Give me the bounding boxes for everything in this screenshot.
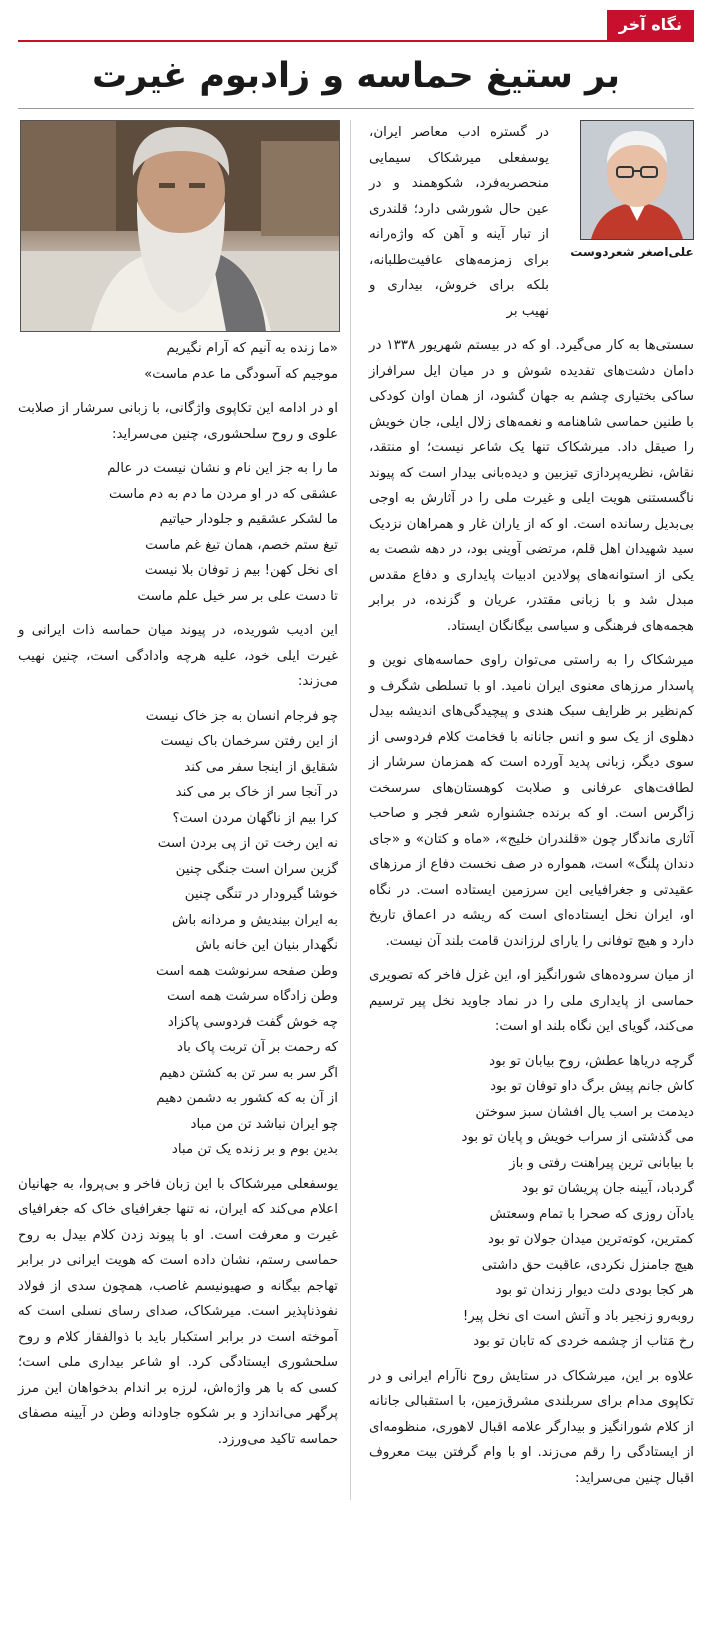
headline-rule	[18, 108, 694, 109]
poem-line: تیغ ستم خصم، همان تیغ غم ماست	[145, 537, 338, 553]
poem-line: می گذشتی از سراب خویش و پایان تو بود	[461, 1130, 694, 1145]
iqbal-quote	[18, 336, 338, 387]
article-headline: بر ستیغ حماسه و زادبوم غیرت	[92, 56, 620, 96]
poem-line: اگر سر به سر تن به کشتن دهیم	[159, 1065, 338, 1081]
poem-line: ما لشکر عشقیم و جلودار حیاتیم	[159, 512, 338, 527]
poem-line: کاش جانم پیش برگ داو توفان تو بود	[490, 1079, 694, 1094]
paragraph: او در ادامه این تکاپوی واژگانی، با زبانی سرشار از صلابت علوی و روح سلحشوری، چنین می‌سراید:	[18, 401, 338, 442]
paragraph: علاوه بر این، میرشکاک در ستایش روح ناآرام ایرانی و در تکاپوی مدام برای سربلندی مشرق‌زمین، با استقبالی جانانه از کلام شورانگیز و بیدارگر علامه اقبال لاهوری، منظومه‌ای از ایستادگی را رقم می‌زند. او با وام گرفتن بیت معروف اقبال چنین می‌سراید:	[369, 1368, 694, 1486]
poem-line: گرچه دریاها عطش، روح بیابان تو بود	[489, 1053, 694, 1069]
quote-line: موجیم که آسودگی ما عدم ماست»	[144, 366, 338, 382]
poem-line: نگهدار بنیان این خانه باش	[195, 938, 338, 953]
poem-line: کمترین، کوته‌ترین میدان جولان تو بود	[487, 1232, 694, 1247]
poem-line: از آن به که کشور به دشمن دهیم	[156, 1091, 338, 1106]
poem-line: با بیابانی ترین پیراهنت رفتی و باز	[509, 1155, 694, 1171]
poem-line: وطن زادگاه سرشت همه است	[166, 989, 338, 1004]
poem-line: به ایران بیندیش و مردانه باش	[172, 912, 338, 928]
poem-line: چه خوش گفت فردوسی پاکزاد	[167, 1014, 338, 1030]
quote-line: «ما زنده به آنیم که آرام نگیریم	[166, 341, 338, 356]
poem-line: از این رفتن سرخمان باک نیست	[160, 734, 338, 749]
left-column	[18, 336, 338, 1461]
poem-line: دیدمت بر اسب یال افشان سبز سوختن	[475, 1104, 694, 1120]
poem-line: در آنجا سر از خاک بر می کند	[175, 785, 338, 800]
section-header-bar	[18, 10, 694, 42]
poem-ghazal	[369, 1049, 694, 1355]
paragraph: سستی‌ها به کار می‌گیرد. او که در بیستم شهریور ۱۳۳۸ در دامان دشت‌های تفدیده شوش و در میان ایل سرافراز ساکی بختیاری چشم به جهان گشود، از همان اوان کودکی با طنین حماسی شاهنامه و نغمه‌های زلال ایلی، جان خویش را صیقل داد. میرشکاک تنها یک شاعر نیست؛ او منتقد، نقاش، نظریه‌پردازی تیزبین و دیده‌بانی بیدار است که پیوند ناگسستنی هویت ایلی و غیرت ملی را در آثارش به اوجی بی‌بدیل رسانده است. او که از یاران غار و همراهان نزدیک سید شهیدان اهل قلم، مرتضی آوینی بود، در دهه شصت به یکی از استوانه‌های پولادین ادبیات پایداری و دفاع مقدس مبدل شد و با زبانی مقتدر، عریان و گزنده، در برابر هجمه‌های فرهنگی و سیاسی بیگانگان ایستاد.	[369, 338, 695, 634]
paragraph-intro: در گستره ادب معاصر ایران، یوسفعلی میرشکاک سیمایی منحصربه‌فرد، شکوهمند و در عین حال شورشی دارد؛ قلندری از تبار آینه و آهن که واژه‌رانه برای زمزمه‌های عافیت‌طلبانه، بلکه برای خروش، بیداری و نهیب بر	[369, 125, 549, 319]
poem-line: شقایق از اینجا سفر می کند	[184, 759, 338, 775]
paragraph: این ادیب شوریده، در پیوند میان حماسه ذات ایرانی و غیرت ایلی خود، علیه هرچه وادادگی است، چنین نهیب می‌زند:	[18, 623, 338, 689]
poem-line: هیچ جامنزل نکردی، عاقبت حق داشتی	[481, 1257, 694, 1273]
paragraph: یوسفعلی میرشکاک با این زبان فاخر و بی‌پروا، به جهانیان اعلام می‌کند که ایران، نه تنها جغرافیای خاک که جغرافیای غیرت و معرفت است. او با پیوند زدن کلام بیدل به روح حماسی رستم، نشان داده است که هویت ایرانی در برابر تهاجم بیگانه و صهیونیسم غاصب، همچون سدی از فولاد نفوذناپذیر است. میرشکاک، صدای رسای نسلی است که آموخته است در برابر استکبار باید با ذوالفقار کلام و روح سلحشوری ایستادگی کرد. او شاعر بیداری ملی است؛ کسی که با هر واژه‌اش، لرزه بر اندام بدخواهان این مرز پرگهر می‌اندازد و بر شکوه جاودانه وطن در آیینه مصفای حماسه تاکید می‌ورزد.	[18, 1176, 338, 1447]
author-byline: علی‌اصغر شعردوست	[570, 245, 694, 259]
poem-line: یادآن روزی که صحرا با تمام وسعتش	[489, 1206, 694, 1222]
poem-line: که رحمت بر آن تربت پاک باد	[177, 1040, 338, 1055]
poem-1	[18, 456, 338, 609]
poem-line: کرا بیم از ناگهان مردن است؟	[172, 810, 338, 826]
poem-line: خوشا گیرودار در تنگی چنین	[184, 887, 338, 902]
right-column	[369, 120, 694, 1500]
poem-line: تا دست علی بر سر خیل علم ماست	[137, 588, 338, 604]
poet-photo	[20, 120, 340, 332]
poem-line: هر کجا بودی دلت دیوار زندان تو بود	[495, 1283, 694, 1298]
poem-line: ای نخل کهن! بیم ز توفان بلا نیست	[144, 563, 338, 578]
poem-line: نه این رخت تن از پی بردن است	[157, 836, 338, 851]
poem-line: رخ مَتاب از چشمه خردی که تابان تو بود	[473, 1334, 694, 1349]
paragraph: از میان سروده‌های شورانگیز او، این غزل فاخر که تصویری حماسی از پایداری ملی را در نماد جاوید نخل پیر ترسیم می‌کند، گویای این نگاه بلند او است:	[369, 968, 694, 1034]
column-divider	[350, 120, 351, 1500]
poem-2	[18, 704, 338, 1163]
poem-line: گزین سران است جنگی چنین	[175, 861, 338, 877]
poem-line: وطن صفحه سرنوشت همه است	[155, 963, 338, 979]
paragraph: میرشکاک را به راستی می‌توان راوی حماسه‌های نوین و پاسدار مرزهای معنوی ایران نامید. او با تسلطی شگرف و کم‌نظیر بر ظرایف سبک هندی و پیچیدگی‌های اندیشه بیدل دهلوی از یک سو و انس جانانه با فخامت کلام فردوسی از سوی دیگر، زبانی پدید آورده است که همزمان سرشار از لطافت‌های عرفانی و صلابت کوهستان‌های سرسخت زاگرس است. او که برنده جشنواره شعر فجر و صاحب آثاری ماندگار چون «قلندران خلیج»، «ماه و کتان» و «جای دندان پلنگ» است، همواره در صف نخست دفاع از مرزهای عقیدتی و جغرافیایی این سرزمین ایستاده است. در نگاه او، ایران نخل ایستاده‌ای است که ریشه در اعماق تاریخ دارد و هیچ توفانی را یارای لرزاندن قامت بلند آن نیست.	[369, 653, 694, 949]
poem-line: عشقی که در او مردن ما دم به دم ماست	[109, 486, 338, 502]
poem-line: چو فرجام انسان به جز خاک نیست	[145, 708, 338, 724]
section-tag[interactable]: نگاه آخر	[607, 10, 694, 40]
poem-line: ما را به جز این نام و نشان نیست در عالم	[107, 461, 338, 476]
poem-line: چو ایران نباشد تن من مباد	[190, 1116, 338, 1132]
poem-line: روبه‌رو زنجیر باد و آتش است ای نخل پیر!	[462, 1308, 694, 1324]
poet-photo-illustration	[21, 121, 339, 331]
poem-line: گردباد، آیینه جان پریشان تو بود	[522, 1181, 694, 1196]
poem-line: بدین بوم و بر زنده یک تن مباد	[171, 1142, 338, 1157]
